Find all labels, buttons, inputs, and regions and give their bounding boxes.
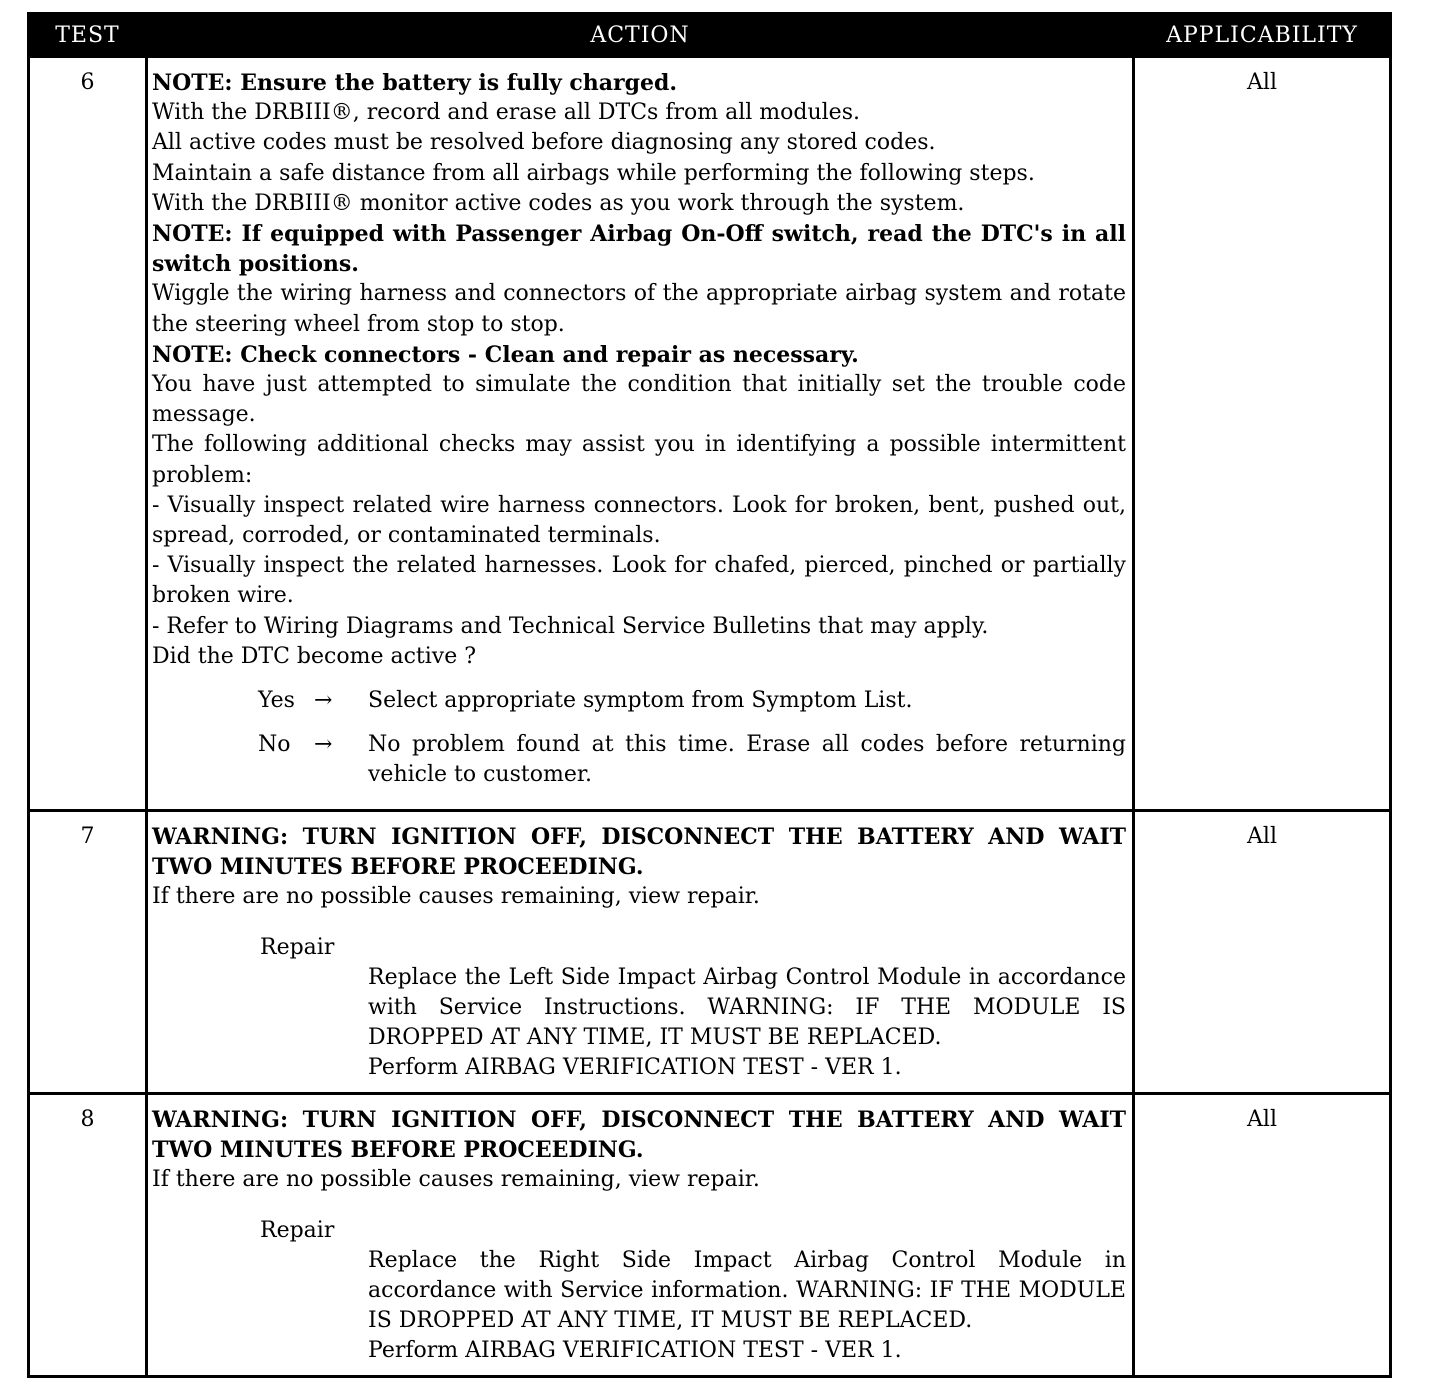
applicability-value: All [1134,1094,1391,1377]
action-cell [147,1094,1134,1377]
repair-label: Repair [260,934,335,960]
action-step: You have just attempted to simulate the condition that initially set the trouble code message. [152,372,1126,428]
repair-label: Repair [260,1217,335,1243]
yes-result: Select appropriate symptom from Symptom List. [368,688,913,714]
check-item: - Visually inspect related wire harness connectors. Look for broken, bent, pushed out, spread, corroded, or contaminated terminals. [152,492,1126,549]
intro-text: If there are no possible causes remaining, view repair. [152,884,760,910]
yes-option [152,686,1126,716]
warning-text: WARNING: TURN IGNITION OFF, DISCONNECT THE BATTERY AND WAIT TWO MINUTES BEFORE PROCEEDING. [152,824,1126,881]
arrow-right-icon: → [314,732,333,758]
action-step: All active codes must be resolved before diagnosing any stored codes. [152,130,936,156]
test-row-8 [29,1094,1391,1377]
note-battery: NOTE: Ensure the battery is fully charged. [152,70,678,96]
yes-label: Yes [258,688,295,714]
repair-verification: Perform AIRBAG VERIFICATION TEST - VER 1. [368,1338,902,1364]
applicability-value: All [1134,811,1391,1094]
note-switch-positions: NOTE: If equipped with Passenger Airbag On-Off switch, read the DTC's in all switch positions. [152,221,1126,278]
action-step: Wiggle the wiring harness and connectors of the appropriate airbag system and rotate the steering wheel from stop to stop. [152,281,1126,337]
repair-instruction: Replace the Left Side Impact Airbag Control Module in accordance with Service Instructions. WARNING: IF THE MODULE IS DROPPED AT ANY TIME, IT MUST BE REPLACED. [368,964,1126,1051]
action-cell [147,57,1134,811]
action-step: The following additional checks may assist you in identifying a possible intermittent problem: [152,432,1126,488]
note-connectors: NOTE: Check connectors - Clean and repair as necessary. [152,341,859,368]
no-label: No [258,732,291,758]
check-item: - Refer to Wiring Diagrams and Technical Service Bulletins that may apply. [152,613,989,639]
test-column-header: TEST [29,14,147,57]
check-item: - Visually inspect the related harnesses. Look for chafed, pierced, pinched or partially broken wire. [152,553,1126,609]
test-row-7 [29,811,1391,1094]
no-option [152,730,1126,790]
test-number: 6 [29,57,147,811]
repair-text [152,963,1126,1084]
no-result: No problem found at this time. Erase all codes before returning vehicle to customer. [368,732,1126,788]
repair-instruction: Replace the Right Side Impact Airbag Control Module in accordance with Service information. WARNING: IF THE MODULE IS DROPPED AT ANY TIME, IT MUST BE REPLACED. [368,1247,1126,1334]
warning-text: WARNING: TURN IGNITION OFF, DISCONNECT THE BATTERY AND WAIT TWO MINUTES BEFORE PROCEEDING. [152,1107,1126,1164]
test-row-6 [29,57,1391,811]
intro-text: If there are no possible causes remaining, view repair. [152,1167,760,1193]
test-number: 7 [29,811,147,1094]
repair-verification: Perform AIRBAG VERIFICATION TEST - VER 1. [368,1055,902,1081]
question: Did the DTC become active ? [152,643,477,669]
action-step: With the DRBIII®, record and erase all DTCs from all modules. [152,100,860,126]
action-column-header: ACTION [147,14,1134,57]
applicability-column-header: APPLICABILITY [1134,14,1391,57]
test-number: 8 [29,1094,147,1377]
arrow-right-icon: → [314,688,333,714]
table-header-row [29,14,1391,57]
action-cell [147,811,1134,1094]
repair-text [152,1246,1126,1367]
action-step: With the DRBIII® monitor active codes as you work through the system. [152,190,965,216]
diagnostic-test-table [27,12,1392,1378]
action-step: Maintain a safe distance from all airbags while performing the following steps. [152,160,1035,186]
applicability-value: All [1134,57,1391,811]
